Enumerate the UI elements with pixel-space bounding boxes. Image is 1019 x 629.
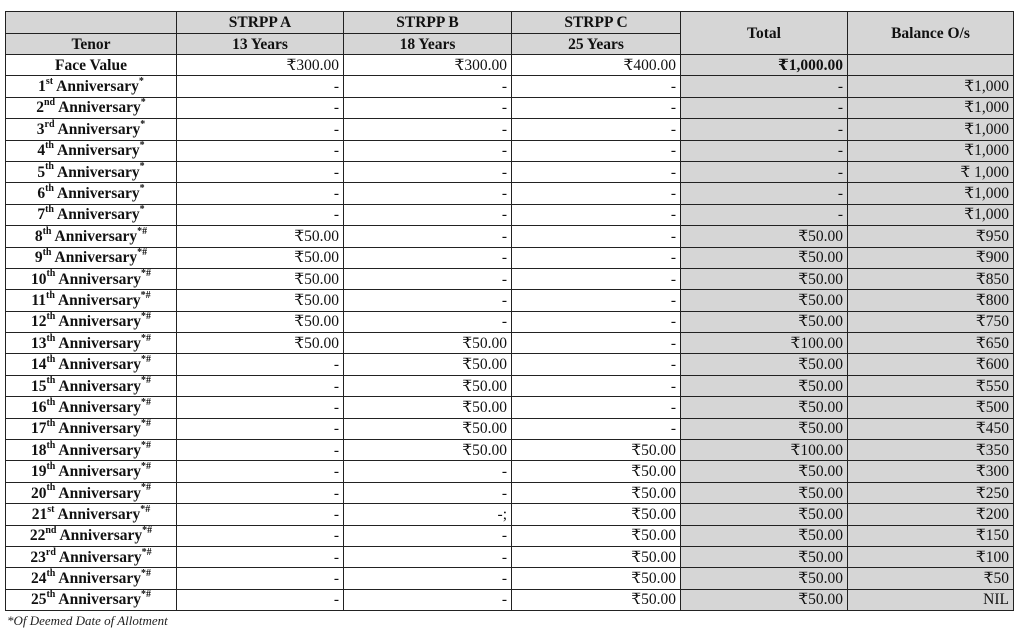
anniversary-word: Anniversary [58,398,142,416]
strpp-c-cell: - [512,375,681,396]
total-cell: ₹100.00 [681,440,848,461]
strpp-a-cell: - [177,183,344,204]
ordinal-suffix: th [46,460,56,472]
face-value-label: Face Value [6,55,177,76]
balance-cell: ₹1,000 [848,183,1014,204]
header-strpp-b: STRPP B [344,12,512,34]
tenor-cell [6,183,177,204]
strpp-a-cell: ₹50.00 [177,247,344,268]
anniversary-word: Anniversary [58,463,142,481]
footnote-marker: * [139,140,145,152]
strpp-c-cell: - [512,183,681,204]
total-cell: ₹50.00 [681,375,848,396]
balance-cell: ₹1,000 [848,204,1014,225]
tenor-cell [6,119,177,140]
tenor-cell [6,97,177,118]
table-row [6,311,1014,332]
balance-cell: ₹200 [848,504,1014,525]
strpp-c-cell: - [512,311,681,332]
table-row [6,161,1014,182]
strpp-b-cell: - [344,119,512,140]
table-row [6,183,1014,204]
tenor-cell [6,546,177,567]
anniversary-word: Anniversary [58,484,142,502]
total-cell: ₹50.00 [681,397,848,418]
anniversary-number: 7 [37,206,46,224]
strpp-b-cell: - [344,589,512,610]
strpp-c-cell: - [512,204,681,225]
balance-cell: ₹100 [848,546,1014,567]
tenor-cell [6,589,177,610]
strpp-a-cell: - [177,482,344,503]
strpp-c-cell: ₹50.00 [512,525,681,546]
tenor-cell [6,140,177,161]
balance-cell: ₹650 [848,333,1014,354]
balance-cell: ₹350 [848,440,1014,461]
table-row [6,589,1014,610]
footnote-marker: *# [137,247,148,259]
footnote-marker: *# [137,225,148,237]
strpp-b-cell: ₹50.00 [344,354,512,375]
strpp-b-cell: ₹50.00 [344,418,512,439]
total-cell: ₹50.00 [681,290,848,311]
strpp-b-cell: ₹50.00 [344,333,512,354]
footnote-marker: *# [142,525,153,537]
table-row [6,76,1014,97]
balance-cell: ₹500 [848,397,1014,418]
anniversary-number: 4 [37,142,46,160]
footnote-marker: *# [141,460,152,472]
balance-cell: ₹1,000 [848,97,1014,118]
anniversary-number: 11 [31,291,47,309]
header-tenor: Tenor [6,34,177,55]
table-row [6,247,1014,268]
tenor-cell [6,482,177,503]
footnote-marker: *# [141,396,152,408]
footnote-marker: *# [140,289,151,301]
anniversary-word: Anniversary [54,227,138,245]
strpp-c-cell: - [512,290,681,311]
anniversary-word: Anniversary [58,420,142,438]
strpp-c-cell: ₹50.00 [512,440,681,461]
strpp-c-cell: - [512,76,681,97]
anniversary-word: Anniversary [58,441,142,459]
anniversary-number: 14 [30,356,47,374]
total-cell: ₹100.00 [681,333,848,354]
face-value-total: ₹1,000.00 [681,55,848,76]
strpp-b-cell: - [344,482,512,503]
anniversary-word: Anniversary [58,313,142,331]
balance-cell: ₹50 [848,568,1014,589]
anniversary-number: 5 [37,163,46,181]
anniversary-number: 19 [30,463,47,481]
footnote-marker: *# [141,418,152,430]
strpp-c-cell: - [512,354,681,375]
footnote-marker: * [139,182,145,194]
balance-cell: ₹850 [848,268,1014,289]
anniversary-word: Anniversary [58,570,142,588]
strpp-a-cell: ₹50.00 [177,290,344,311]
footnote-marker: *# [141,311,152,323]
footnote-marker: *# [141,268,152,280]
total-cell: - [681,76,848,97]
footnote-marker: *# [141,482,152,494]
anniversary-number: 10 [30,270,47,288]
anniversary-number: 16 [30,398,47,416]
footnote-marker: *# [140,503,151,515]
table-row [6,119,1014,140]
strpp-b-cell: - [344,226,512,247]
footnote: *Of Deemed Date of Allotment [7,613,168,628]
anniversary-word: Anniversary [57,185,140,203]
ordinal-suffix: th [46,354,56,365]
strpp-a-cell: - [177,589,344,610]
header-total: Total [681,12,848,55]
footnote-marker: *# [141,439,152,451]
total-cell: ₹50.00 [681,268,848,289]
balance-cell: ₹900 [848,247,1014,268]
balance-cell: ₹750 [848,311,1014,332]
ordinal-suffix: rd [44,118,55,130]
anniversary-number: 13 [30,334,47,352]
face-value-b: ₹300.00 [344,55,512,76]
total-cell: ₹50.00 [681,461,848,482]
strpp-b-cell: - [344,546,512,567]
anniversary-number: 21 [31,505,48,523]
table-row [6,546,1014,567]
table-row [6,418,1014,439]
total-cell: ₹50.00 [681,482,848,503]
ordinal-suffix: st [45,75,54,87]
strpp-c-cell: - [512,333,681,354]
anniversary-number: 2 [36,99,44,117]
ordinal-suffix: th [46,482,56,494]
tenor-cell [6,247,177,268]
footnote-marker: * [139,161,145,173]
anniversary-word: Anniversary [57,163,140,181]
tenor-cell [6,226,177,247]
anniversary-number: 18 [30,441,47,459]
footnote-marker: * [139,204,145,216]
table-body [6,55,1014,611]
ordinal-suffix: th [42,225,52,237]
table-row [6,97,1014,118]
strpp-b-cell: ₹50.00 [344,397,512,418]
footnote-marker: *# [141,546,152,558]
total-cell: - [681,183,848,204]
strpp-c-cell: - [512,247,681,268]
strpp-b-cell: - [344,140,512,161]
strpp-c-cell: ₹50.00 [512,546,681,567]
total-cell: ₹50.00 [681,247,848,268]
header-years-c: 25 Years [512,34,681,55]
balance-cell: ₹150 [848,525,1014,546]
header-strpp-c: STRPP C [512,12,681,34]
total-cell: ₹50.00 [681,546,848,567]
total-cell: ₹50.00 [681,568,848,589]
anniversary-number: 20 [30,484,47,502]
total-cell: - [681,97,848,118]
ordinal-suffix: th [46,375,56,387]
ordinal-suffix: th [45,204,54,216]
tenor-cell [6,354,177,375]
strpp-c-cell: - [512,161,681,182]
total-cell: - [681,204,848,225]
table-row [6,290,1014,311]
ordinal-suffix: th [45,182,54,194]
tenor-cell [6,461,177,482]
strpp-a-cell: - [177,97,344,118]
balance-cell: ₹950 [848,226,1014,247]
anniversary-word: Anniversary [58,99,141,117]
total-cell: - [681,140,848,161]
table-row [6,461,1014,482]
total-cell: ₹50.00 [681,418,848,439]
ordinal-suffix: th [46,332,56,344]
strpp-a-cell: - [177,161,344,182]
strpp-b-cell: -; [344,504,512,525]
strpp-a-cell: ₹50.00 [177,226,344,247]
strpp-a-cell: - [177,375,344,396]
strpp-a-cell: ₹50.00 [177,333,344,354]
strpp-a-cell: - [177,397,344,418]
strpp-b-cell: - [344,568,512,589]
tenor-cell [6,76,177,97]
ordinal-suffix: th [42,247,52,259]
tenor-cell [6,568,177,589]
table-row [6,204,1014,225]
balance-cell: ₹250 [848,482,1014,503]
anniversary-word: Anniversary [58,334,142,352]
strpp-c-cell: - [512,268,681,289]
table-row [6,333,1014,354]
face-value-a: ₹300.00 [177,55,344,76]
strpp-c-cell: ₹50.00 [512,482,681,503]
table-row [6,226,1014,247]
strpp-c-cell: - [512,397,681,418]
header-strpp-a: STRPP A [177,12,344,34]
strpp-c-cell: - [512,226,681,247]
anniversary-word: Anniversary [57,206,140,224]
strpp-b-cell: - [344,290,512,311]
tenor-cell [6,440,177,461]
footnote-marker: *# [141,567,152,579]
anniversary-word: Anniversary [58,356,142,374]
tenor-cell [6,204,177,225]
strpp-a-cell: - [177,119,344,140]
strpp-a-cell: - [177,568,344,589]
strpp-a-cell: - [177,418,344,439]
header-balance: Balance O/s [848,12,1014,55]
balance-cell: ₹600 [848,354,1014,375]
strpp-c-cell: - [512,97,681,118]
footnote-marker: *# [141,375,152,387]
ordinal-suffix: th [46,289,55,301]
footnote-marker: * [140,118,146,130]
tenor-cell [6,333,177,354]
tenor-cell [6,525,177,546]
strpp-a-cell: - [177,354,344,375]
tenor-cell [6,418,177,439]
total-cell: ₹50.00 [681,589,848,610]
anniversary-word: Anniversary [58,377,142,395]
balance-cell: ₹1,000 [848,119,1014,140]
strpp-b-cell: - [344,97,512,118]
total-cell: - [681,161,848,182]
ordinal-suffix: th [46,268,56,280]
balance-cell: ₹300 [848,461,1014,482]
face-value-balance [848,55,1014,76]
table-row [6,482,1014,503]
strpp-b-cell: - [344,311,512,332]
anniversary-word: Anniversary [58,591,142,609]
tenor-cell [6,161,177,182]
anniversary-number: 12 [30,313,47,331]
anniversary-number: 1 [38,78,46,96]
strpp-a-cell: - [177,204,344,225]
strpp-b-cell: - [344,204,512,225]
ordinal-suffix: th [46,418,56,430]
anniversary-number: 6 [37,185,46,203]
anniversary-word: Anniversary [57,505,141,523]
strpp-a-cell: - [177,140,344,161]
strpp-c-cell: - [512,140,681,161]
anniversary-number: 25 [30,591,47,609]
table-row [6,568,1014,589]
strpp-c-cell: ₹50.00 [512,568,681,589]
tenor-cell [6,397,177,418]
balance-cell: ₹800 [848,290,1014,311]
anniversary-word: Anniversary [54,249,138,267]
total-cell: - [681,119,848,140]
strpp-a-cell: - [177,76,344,97]
strpp-b-cell: - [344,525,512,546]
ordinal-suffix: th [45,161,54,173]
strpp-a-cell: - [177,440,344,461]
strpp-b-cell: ₹50.00 [344,440,512,461]
anniversary-number: 15 [30,377,47,395]
balance-cell: ₹450 [848,418,1014,439]
total-cell: ₹50.00 [681,525,848,546]
balance-cell: ₹1,000 [848,76,1014,97]
strpp-b-cell: - [344,161,512,182]
table-row [6,375,1014,396]
ordinal-suffix: nd [43,97,56,109]
ordinal-suffix: th [45,140,54,152]
anniversary-word: Anniversary [57,291,141,309]
strpp-b-cell: - [344,247,512,268]
footnote-marker: *# [141,332,152,344]
strpp-a-cell: ₹50.00 [177,268,344,289]
table-row [6,504,1014,525]
table-row [6,440,1014,461]
total-cell: ₹50.00 [681,311,848,332]
redemption-schedule [5,11,1013,611]
table-row [6,268,1014,289]
total-cell: ₹50.00 [681,354,848,375]
strpp-a-cell: - [177,525,344,546]
footnote-marker: * [138,75,144,87]
total-cell: ₹50.00 [681,504,848,525]
footnote-marker: * [140,97,146,109]
anniversary-number: 17 [30,420,47,438]
ordinal-suffix: th [46,396,56,408]
strpp-b-cell: ₹50.00 [344,375,512,396]
balance-cell: ₹1,000 [848,140,1014,161]
anniversary-word: Anniversary [59,527,143,545]
ordinal-suffix: rd [45,546,56,558]
table-row [6,140,1014,161]
ordinal-suffix: th [46,311,56,323]
anniversary-number: 24 [30,570,47,588]
table-row [6,397,1014,418]
tenor-cell [6,311,177,332]
header-years-b: 18 Years [344,34,512,55]
strpp-b-cell: - [344,268,512,289]
strpp-b-cell: - [344,461,512,482]
strpp-c-cell: ₹50.00 [512,461,681,482]
ordinal-suffix: th [46,567,56,579]
footnote-marker: *# [141,589,152,601]
strpp-c-cell: - [512,418,681,439]
ordinal-suffix: th [46,589,56,601]
table-header [6,12,1014,55]
tenor-cell [6,268,177,289]
balance-cell: ₹ 1,000 [848,161,1014,182]
anniversary-number: 3 [36,120,45,138]
balance-cell: NIL [848,589,1014,610]
ordinal-suffix: th [46,439,56,451]
anniversary-word: Anniversary [58,270,142,288]
strpp-c-cell: ₹50.00 [512,589,681,610]
redemption-table [5,11,1014,611]
strpp-b-cell: - [344,76,512,97]
anniversary-word: Anniversary [56,78,139,96]
strpp-a-cell: ₹50.00 [177,311,344,332]
anniversary-number: 8 [34,227,43,245]
balance-cell: ₹550 [848,375,1014,396]
anniversary-word: Anniversary [57,142,140,160]
table-row [6,354,1014,375]
footnote-marker: *# [141,354,152,365]
tenor-cell [6,290,177,311]
anniversary-word: Anniversary [58,548,142,566]
strpp-a-cell: - [177,546,344,567]
strpp-a-cell: - [177,504,344,525]
anniversary-number: 9 [34,249,43,267]
tenor-cell [6,375,177,396]
ordinal-suffix: nd [45,525,57,537]
strpp-a-cell: - [177,461,344,482]
anniversary-word: Anniversary [57,120,141,138]
header-years-a: 13 Years [177,34,344,55]
face-value-c: ₹400.00 [512,55,681,76]
table-row [6,525,1014,546]
anniversary-number: 22 [29,527,46,545]
strpp-b-cell: - [344,183,512,204]
anniversary-number: 23 [30,548,46,566]
ordinal-suffix: st [47,503,55,515]
header-blank [6,12,177,34]
face-value-row [6,55,1014,76]
strpp-c-cell: - [512,119,681,140]
strpp-c-cell: ₹50.00 [512,504,681,525]
total-cell: ₹50.00 [681,226,848,247]
tenor-cell [6,504,177,525]
